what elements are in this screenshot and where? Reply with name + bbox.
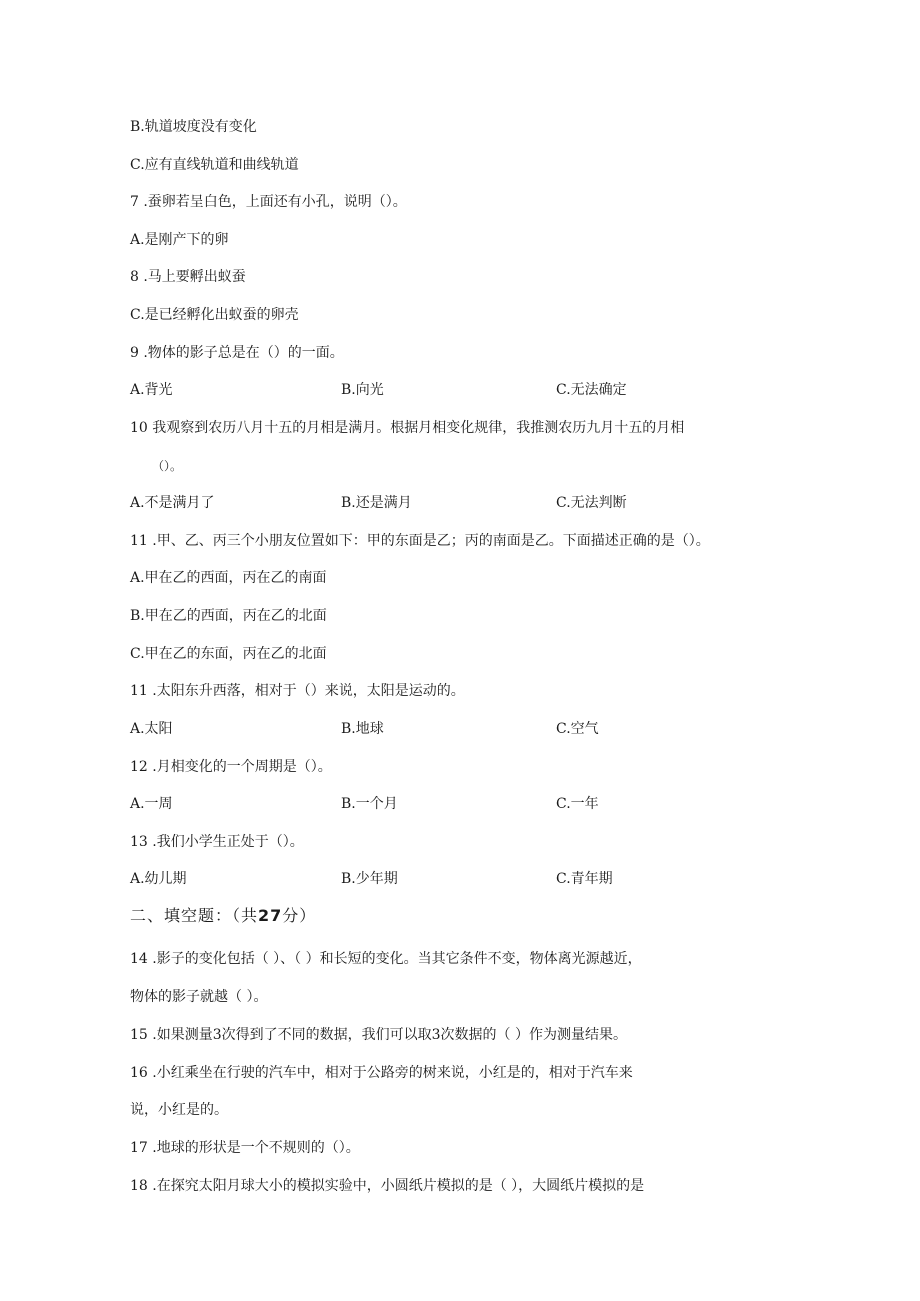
q18-stem: 18 .在探究太阳月球大小的模拟实验中，小圆纸片模拟的是（ ），大圆纸片模拟的是 (130, 1178, 645, 1194)
q17-stem: 17 .地球的形状是一个不规则的（）。 (130, 1140, 360, 1156)
q16-stem-cont: 说，小红是的。 (130, 1102, 228, 1118)
q11b-option-a: A.太阳 (130, 721, 173, 737)
q12-option-a: A.一周 (130, 796, 173, 812)
q12-stem: 12 .月相变化的一个周期是（）。 (130, 759, 332, 775)
q7-stem: 7 .蚕卵若呈白色，上面还有小孔，说明（）。 (130, 194, 407, 210)
q14-stem: 14 .影子的变化包括（ ）、（ ）和长短的变化。当其它条件不变，物体离光源越近， (130, 951, 642, 967)
q11-option-a: A.甲在乙的西面，丙在乙的南面 (130, 570, 327, 586)
q13-option-b: B.少年期 (341, 871, 398, 887)
q8-stem: 8 .马上要孵出蚁蚕 (130, 269, 246, 285)
q9-option-b: B.向光 (341, 382, 384, 398)
q9-stem: 9 .物体的影子总是在（）的一面。 (130, 345, 344, 361)
q11-stem: 11 .甲、乙、丙三个小朋友位置如下：甲的东面是乙；丙的南面是乙。下面描述正确的是（）。 (130, 533, 710, 549)
q10-option-a: A.不是满月了 (130, 495, 215, 511)
q11-option-c: C.甲在乙的东面，丙在乙的北面 (130, 646, 327, 662)
q8-option-c: C.是已经孵化出蚁蚕的卵壳 (130, 307, 299, 323)
q9-option-c: C.无法确定 (556, 382, 627, 398)
q13-option-a: A.幼儿期 (130, 871, 187, 887)
q12-option-c: C.一年 (556, 796, 599, 812)
section-heading-prefix: 二、填空题：（共 (130, 906, 259, 925)
q11-option-b: B.甲在乙的西面，丙在乙的北面 (130, 608, 327, 624)
q6-option-b: B.轨道坡度没有变化 (130, 119, 257, 135)
section-heading-suffix: 分） (282, 906, 317, 925)
q11b-option-c: C.空气 (556, 721, 599, 737)
q9-option-a: A.背光 (130, 382, 173, 398)
q15-stem: 15 .如果测量3次得到了不同的数据，我们可以取3次数据的（ ）作为测量结果。 (130, 1027, 627, 1043)
q10-stem-cont: （）。 (152, 459, 183, 473)
q6-option-c: C.应有直线轨道和曲线轨道 (130, 157, 299, 173)
q13-option-c: C.青年期 (556, 871, 613, 887)
q14-stem-cont: 物体的影子就越（ ）。 (130, 989, 268, 1005)
q11b-option-b: B.地球 (341, 721, 384, 737)
q16-stem: 16 .小红乘坐在行驶的汽车中，相对于公路旁的树来说，小红是的，相对于汽车来 (130, 1065, 633, 1081)
q10-option-b: B.还是满月 (341, 495, 412, 511)
q13-stem: 13 .我们小学生正处于（）。 (130, 834, 304, 850)
section-heading-score: 27 (258, 906, 283, 925)
q10-option-c: C.无法判断 (556, 495, 627, 511)
section-heading (130, 907, 316, 925)
q10-stem: 10 我观察到农历八月十五的月相是满月。根据月相变化规律，我推测农历九月十五的月相 (130, 420, 685, 436)
q11b-stem: 11 .太阳东升西落，相对于（）来说，太阳是运动的。 (130, 683, 465, 699)
q7-option-a: A.是刚产下的卵 (130, 232, 229, 248)
q12-option-b: B.一个月 (341, 796, 398, 812)
